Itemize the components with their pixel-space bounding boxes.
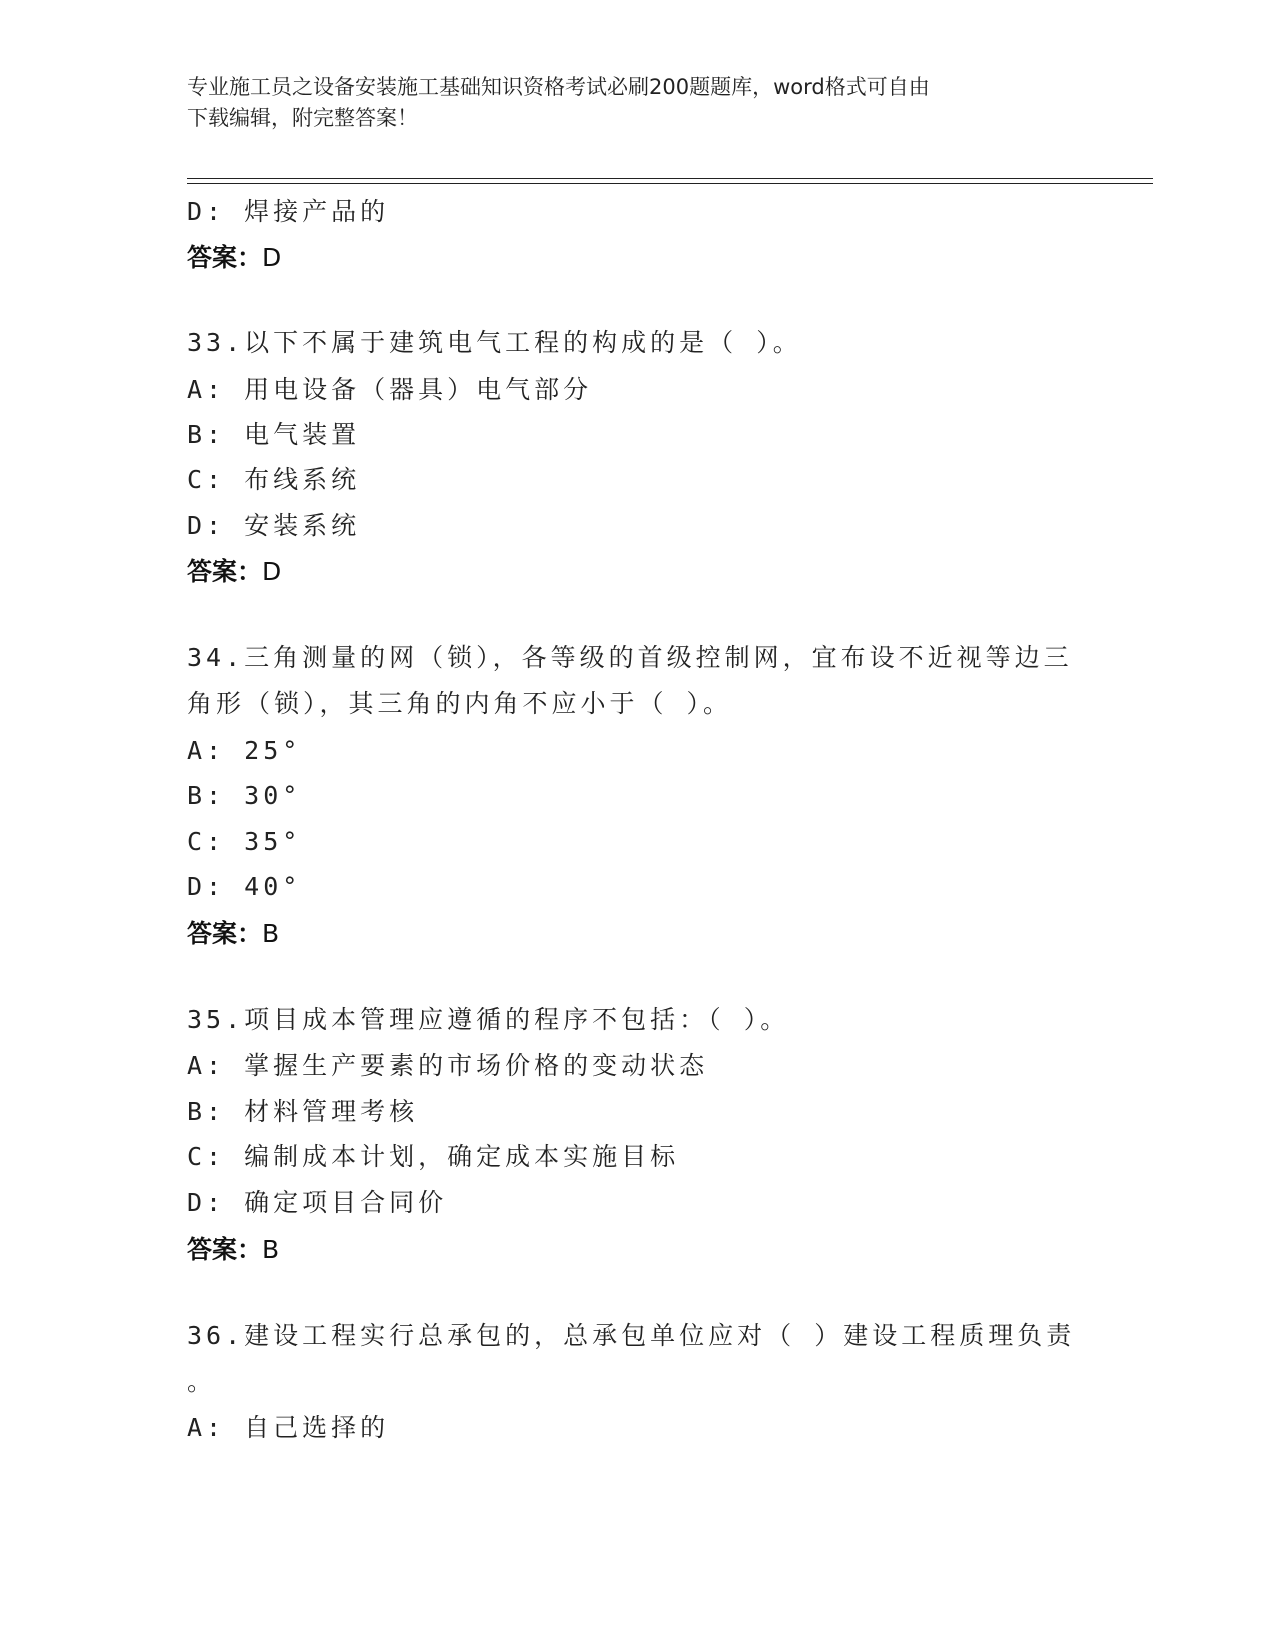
q35-option-b: B: 材料管理考核 — [187, 1097, 419, 1126]
header-line-2: 下载编辑，附完整答案！ — [187, 106, 418, 130]
answer-value: D — [262, 557, 282, 586]
answer-label: 答案： — [187, 243, 263, 272]
q33-option-b: B: 电气装置 — [187, 420, 361, 449]
q34-question-line-2: 角形（锁），其三角的内角不应小于（ ）。 — [187, 689, 733, 718]
document-header — [187, 72, 1067, 134]
q34-answer — [187, 919, 279, 949]
answer-label: 答案： — [187, 557, 263, 586]
answer-label: 答案： — [187, 919, 263, 948]
q35-question: 35.项目成本管理应遵循的程序不包括：（ ）。 — [187, 1005, 790, 1034]
q36-question-line-2: 。 — [187, 1367, 217, 1396]
q36-option-a: A: 自己选择的 — [187, 1413, 390, 1442]
prev-answer — [187, 243, 281, 273]
q34-option-d: D: 40° — [187, 872, 302, 901]
q35-option-a: A: 掌握生产要素的市场价格的变动状态 — [187, 1051, 709, 1080]
prev-option-d: D: 焊接产品的 — [187, 197, 390, 226]
answer-value: B — [262, 1235, 280, 1264]
answer-value: B — [262, 919, 280, 948]
q35-option-d: D: 确定项目合同价 — [187, 1188, 448, 1217]
q33-option-a: A: 用电设备（器具）电气部分 — [187, 375, 593, 404]
q34-question-line-1: 34.三角测量的网（锁），各等级的首级控制网，宜布设不近视等边三 — [187, 643, 1073, 672]
header-line-1: 专业施工员之设备安装施工基础知识资格考试必刷200题题库，word格式可自由 — [187, 75, 930, 99]
q33-option-d: D: 安装系统 — [187, 511, 361, 540]
q35-answer — [187, 1235, 279, 1265]
q34-option-b: B: 30° — [187, 781, 302, 810]
q33-option-c: C: 布线系统 — [187, 465, 361, 494]
answer-label: 答案： — [187, 1235, 263, 1264]
q35-option-c: C: 编制成本计划，确定成本实施目标 — [187, 1142, 680, 1171]
q34-option-c: C: 35° — [187, 827, 302, 856]
header-divider-top — [187, 178, 1153, 179]
q34-option-a: A: 25° — [187, 736, 302, 765]
q33-answer — [187, 557, 281, 587]
answer-value: D — [262, 243, 282, 272]
header-divider-bottom — [187, 183, 1153, 184]
q33-question: 33.以下不属于建筑电气工程的构成的是（ ）。 — [187, 328, 802, 357]
q36-question-line-1: 36.建设工程实行总承包的，总承包单位应对（ ）建设工程质理负责 — [187, 1321, 1076, 1350]
